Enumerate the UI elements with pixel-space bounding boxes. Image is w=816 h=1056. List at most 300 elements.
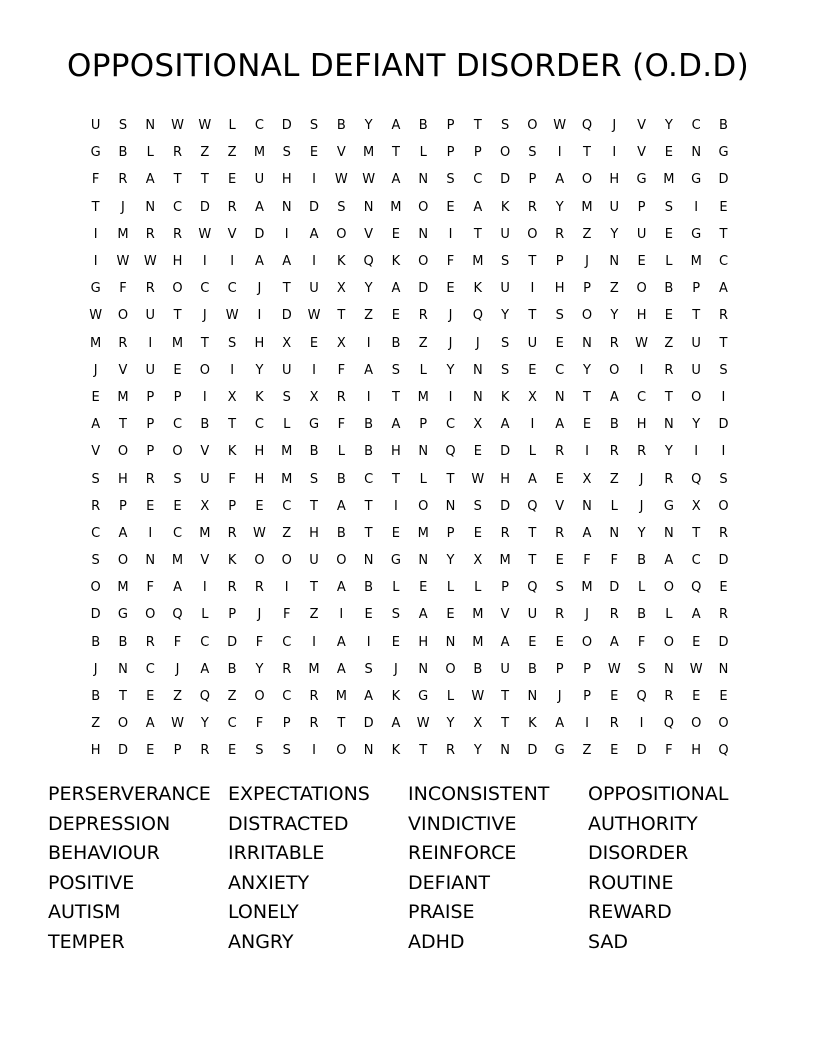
grid-letter[interactable]: F (228, 471, 236, 487)
grid-letter[interactable]: R (200, 743, 210, 759)
grid-letter[interactable]: E (555, 335, 564, 351)
grid-letter[interactable]: E (555, 634, 564, 650)
grid-letter[interactable]: R (555, 444, 565, 460)
grid-letter[interactable]: D (227, 634, 238, 650)
grid-letter[interactable]: R (609, 444, 619, 460)
grid-letter[interactable]: V (500, 607, 510, 623)
grid-letter[interactable]: R (609, 335, 619, 351)
grid-letter[interactable]: B (364, 444, 374, 460)
grid-letter[interactable]: U (527, 607, 538, 623)
grid-letter[interactable]: N (418, 172, 429, 188)
grid-letter[interactable]: C (364, 471, 374, 487)
grid-letter[interactable]: A (118, 525, 128, 541)
grid-letter[interactable]: P (446, 145, 455, 161)
grid-letter[interactable]: H (90, 743, 101, 759)
grid-letter[interactable]: G (308, 417, 320, 433)
grid-letter[interactable]: T (118, 689, 127, 705)
grid-letter[interactable]: W (307, 308, 321, 324)
grid-letter[interactable]: U (527, 335, 538, 351)
grid-letter[interactable]: R (254, 580, 264, 596)
grid-letter[interactable]: N (527, 689, 538, 705)
grid-letter[interactable]: Y (364, 118, 373, 134)
grid-letter[interactable]: Q (527, 498, 538, 514)
grid-letter[interactable]: W (471, 471, 485, 487)
grid-letter[interactable]: N (363, 743, 374, 759)
grid-letter[interactable]: D (500, 172, 511, 188)
grid-letter[interactable]: D (281, 118, 292, 134)
grid-letter[interactable]: R (718, 607, 728, 623)
grid-letter[interactable]: I (230, 254, 235, 270)
grid-letter[interactable]: O (145, 607, 156, 623)
grid-letter[interactable]: J (175, 661, 180, 677)
grid-letter[interactable]: H (281, 172, 292, 188)
grid-letter[interactable]: L (228, 118, 236, 134)
grid-letter[interactable]: X (473, 417, 483, 433)
grid-letter[interactable]: T (282, 281, 291, 297)
grid-letter[interactable]: T (501, 689, 510, 705)
grid-letter[interactable]: G (554, 743, 565, 759)
grid-letter[interactable]: S (719, 471, 728, 487)
grid-letter[interactable]: Q (172, 607, 183, 623)
grid-letter[interactable]: U (691, 362, 701, 378)
grid-letter[interactable]: L (337, 444, 345, 460)
grid-letter[interactable]: N (664, 661, 674, 677)
grid-letter[interactable]: R (664, 362, 674, 378)
grid-letter[interactable]: Q (363, 254, 374, 270)
grid-letter[interactable]: T (337, 308, 346, 324)
grid-letter[interactable]: N (281, 199, 292, 215)
grid-letter[interactable]: R (527, 199, 537, 215)
grid-letter[interactable]: P (555, 661, 564, 677)
grid-letter[interactable]: M (281, 471, 293, 487)
grid-letter[interactable]: U (145, 308, 155, 324)
grid-letter[interactable]: A (336, 661, 346, 677)
grid-letter[interactable]: N (500, 743, 510, 759)
grid-letter[interactable]: M (690, 254, 702, 270)
grid-letter[interactable]: T (91, 199, 100, 215)
grid-letter[interactable]: P (146, 389, 155, 405)
grid-letter[interactable]: G (691, 172, 702, 188)
grid-letter[interactable]: P (501, 580, 510, 596)
grid-letter[interactable]: B (473, 661, 483, 677)
grid-letter[interactable]: R (555, 525, 565, 541)
grid-letter[interactable]: M (253, 145, 266, 161)
grid-letter[interactable]: S (500, 118, 510, 134)
grid-letter[interactable]: Y (255, 661, 264, 677)
grid-letter[interactable]: S (528, 145, 537, 161)
grid-letter[interactable]: S (391, 607, 401, 623)
grid-letter[interactable]: Q (691, 580, 702, 596)
grid-letter[interactable]: P (146, 417, 155, 433)
grid-letter[interactable]: E (255, 498, 264, 514)
grid-letter[interactable]: E (446, 199, 455, 215)
grid-letter[interactable]: M (281, 444, 293, 460)
grid-letter[interactable]: G (718, 145, 729, 161)
grid-letter[interactable]: F (91, 172, 100, 188)
grid-letter[interactable]: L (419, 471, 427, 487)
grid-letter[interactable]: N (363, 553, 374, 569)
grid-letter[interactable]: A (391, 281, 401, 297)
grid-letter[interactable]: F (583, 553, 591, 569)
grid-letter[interactable]: J (612, 118, 617, 134)
grid-letter[interactable]: J (475, 335, 480, 351)
grid-letter[interactable]: A (145, 172, 155, 188)
grid-letter[interactable]: U (609, 199, 620, 215)
grid-letter[interactable]: J (585, 254, 589, 270)
grid-letter[interactable]: O (418, 498, 429, 514)
grid-letter[interactable]: Y (583, 362, 591, 378)
grid-letter[interactable]: L (446, 580, 455, 596)
grid-letter[interactable]: M (472, 607, 484, 623)
grid-letter[interactable]: L (637, 580, 646, 596)
grid-letter[interactable]: W (689, 661, 703, 677)
grid-letter[interactable]: W (198, 226, 212, 242)
grid-letter[interactable]: O (663, 634, 674, 650)
grid-letter[interactable]: A (719, 281, 728, 297)
grid-letter[interactable]: Z (609, 471, 619, 487)
grid-letter[interactable]: I (312, 172, 316, 188)
grid-letter[interactable]: X (473, 553, 483, 569)
grid-letter[interactable]: A (527, 471, 537, 487)
grid-letter[interactable]: O (499, 145, 511, 161)
grid-letter[interactable]: S (282, 389, 291, 405)
grid-letter[interactable]: N (418, 444, 429, 460)
grid-letter[interactable]: N (582, 498, 592, 514)
grid-letter[interactable]: T (364, 525, 373, 541)
grid-letter[interactable]: F (637, 634, 646, 650)
grid-letter[interactable]: C (173, 199, 183, 215)
grid-letter[interactable]: C (254, 118, 264, 134)
grid-letter[interactable]: V (364, 226, 374, 242)
grid-letter[interactable]: I (230, 362, 235, 378)
grid-letter[interactable]: L (665, 607, 673, 623)
grid-letter[interactable]: L (610, 498, 618, 514)
grid-letter[interactable]: Y (255, 362, 264, 378)
grid-letter[interactable]: T (528, 254, 537, 270)
grid-letter[interactable]: J (448, 335, 453, 351)
grid-letter[interactable]: R (118, 172, 128, 188)
grid-letter[interactable]: S (282, 145, 291, 161)
grid-letter[interactable]: O (445, 661, 456, 677)
grid-letter[interactable]: B (200, 417, 210, 433)
grid-letter[interactable]: D (117, 743, 128, 759)
grid-letter[interactable]: A (254, 199, 264, 215)
grid-letter[interactable]: A (91, 417, 101, 433)
grid-letter[interactable]: A (582, 525, 592, 541)
grid-letter[interactable]: I (312, 634, 316, 650)
grid-letter[interactable]: E (364, 607, 373, 623)
grid-letter[interactable]: G (90, 281, 101, 297)
grid-letter[interactable]: C (473, 172, 483, 188)
grid-letter[interactable]: E (692, 634, 701, 650)
grid-letter[interactable]: S (664, 199, 674, 215)
grid-letter[interactable]: B (336, 471, 346, 487)
grid-letter[interactable]: B (227, 661, 237, 677)
grid-letter[interactable]: T (583, 389, 591, 405)
grid-letter[interactable]: E (228, 172, 237, 188)
grid-letter[interactable]: B (91, 634, 101, 650)
grid-letter[interactable]: Z (418, 335, 428, 351)
grid-letter[interactable]: S (555, 308, 564, 324)
grid-letter[interactable]: M (117, 226, 129, 242)
grid-letter[interactable]: T (391, 471, 400, 487)
grid-letter[interactable]: M (499, 553, 511, 569)
grid-letter[interactable]: S (173, 471, 182, 487)
grid-letter[interactable]: E (391, 226, 401, 242)
grid-letter[interactable]: I (148, 525, 153, 541)
grid-letter[interactable]: B (719, 118, 728, 134)
grid-letter[interactable]: T (228, 417, 237, 433)
grid-letter[interactable]: Y (555, 199, 564, 215)
grid-letter[interactable]: L (146, 145, 154, 161)
grid-letter[interactable]: Q (527, 580, 538, 596)
grid-letter[interactable]: E (391, 525, 401, 541)
grid-letter[interactable]: O (418, 199, 429, 215)
grid-letter[interactable]: N (554, 389, 565, 405)
grid-letter[interactable]: K (337, 254, 346, 270)
grid-letter[interactable]: M (390, 199, 402, 215)
grid-letter[interactable]: E (446, 281, 455, 297)
grid-letter[interactable]: F (665, 743, 673, 759)
grid-letter[interactable]: H (500, 471, 510, 487)
grid-letter[interactable]: U (281, 362, 292, 378)
grid-letter[interactable]: T (310, 498, 318, 514)
grid-letter[interactable]: L (528, 444, 537, 460)
grid-letter[interactable]: E (419, 580, 428, 596)
grid-letter[interactable]: P (173, 389, 182, 405)
grid-letter[interactable]: E (582, 417, 592, 433)
grid-letter[interactable]: M (363, 145, 375, 161)
grid-letter[interactable]: E (692, 689, 701, 705)
grid-letter[interactable]: S (309, 471, 319, 487)
grid-letter[interactable]: U (500, 281, 510, 297)
grid-letter[interactable]: Z (582, 226, 592, 242)
grid-letter[interactable]: B (118, 634, 128, 650)
grid-letter[interactable]: I (585, 444, 589, 460)
grid-letter[interactable]: J (585, 607, 589, 623)
grid-letter[interactable]: Y (637, 525, 646, 541)
grid-letter[interactable]: V (637, 145, 647, 161)
grid-letter[interactable]: E (637, 254, 646, 270)
grid-letter[interactable]: I (148, 335, 153, 351)
grid-letter[interactable]: Y (610, 308, 619, 324)
grid-letter[interactable]: M (581, 199, 593, 215)
grid-letter[interactable]: U (636, 226, 647, 242)
grid-letter[interactable]: T (664, 389, 673, 405)
grid-letter[interactable]: O (281, 553, 292, 569)
grid-letter[interactable]: S (364, 661, 373, 677)
grid-letter[interactable]: J (93, 362, 98, 378)
grid-letter[interactable]: D (718, 172, 729, 188)
grid-letter[interactable]: D (309, 199, 320, 215)
grid-letter[interactable]: X (473, 716, 483, 732)
grid-letter[interactable]: B (336, 525, 346, 541)
grid-letter[interactable]: H (554, 281, 565, 297)
grid-letter[interactable]: X (309, 389, 319, 405)
grid-letter[interactable]: H (609, 172, 620, 188)
grid-letter[interactable]: Y (473, 743, 482, 759)
grid-letter[interactable]: R (718, 308, 728, 324)
grid-letter[interactable]: R (309, 689, 319, 705)
grid-letter[interactable]: O (581, 634, 593, 650)
grid-letter[interactable]: D (281, 308, 292, 324)
grid-letter[interactable]: R (336, 389, 346, 405)
grid-letter[interactable]: Y (446, 716, 455, 732)
grid-letter[interactable]: X (227, 389, 237, 405)
grid-letter[interactable]: K (391, 743, 401, 759)
grid-letter[interactable]: X (282, 335, 292, 351)
grid-letter[interactable]: G (691, 226, 702, 242)
grid-letter[interactable]: J (257, 281, 262, 297)
grid-letter[interactable]: Z (227, 145, 237, 161)
grid-letter[interactable]: Z (364, 308, 374, 324)
grid-letter[interactable]: T (310, 580, 318, 596)
grid-letter[interactable]: M (335, 689, 347, 705)
grid-letter[interactable]: F (610, 553, 619, 569)
grid-letter[interactable]: R (309, 716, 319, 732)
grid-letter[interactable]: H (254, 335, 265, 351)
grid-letter[interactable]: O (609, 362, 620, 378)
grid-letter[interactable]: U (309, 553, 319, 569)
grid-letter[interactable]: H (691, 743, 702, 759)
grid-letter[interactable]: Q (581, 118, 593, 134)
grid-letter[interactable]: L (392, 580, 400, 596)
grid-letter[interactable]: H (391, 444, 401, 460)
grid-letter[interactable]: E (146, 743, 155, 759)
grid-letter[interactable]: O (254, 689, 265, 705)
grid-letter[interactable]: W (416, 716, 430, 732)
grid-letter[interactable]: D (363, 716, 374, 732)
grid-letter[interactable]: F (337, 362, 346, 378)
grid-letter[interactable]: W (89, 308, 103, 324)
grid-letter[interactable]: A (691, 607, 701, 623)
grid-letter[interactable]: G (663, 498, 674, 514)
grid-letter[interactable]: X (527, 389, 537, 405)
grid-letter[interactable]: O (90, 580, 101, 596)
grid-letter[interactable]: J (639, 471, 644, 487)
grid-letter[interactable]: E (610, 689, 619, 705)
grid-letter[interactable]: S (309, 118, 319, 134)
grid-letter[interactable]: B (91, 689, 101, 705)
grid-letter[interactable]: M (417, 389, 429, 405)
grid-letter[interactable]: X (336, 281, 346, 297)
grid-letter[interactable]: I (202, 580, 207, 596)
grid-letter[interactable]: O (581, 308, 593, 324)
grid-letter[interactable]: A (391, 118, 401, 134)
grid-letter[interactable]: F (282, 607, 291, 623)
grid-letter[interactable]: Z (664, 335, 674, 351)
grid-letter[interactable]: K (473, 281, 483, 297)
grid-letter[interactable]: N (418, 226, 429, 242)
grid-letter[interactable]: R (173, 226, 183, 242)
grid-letter[interactable]: H (636, 308, 647, 324)
grid-letter[interactable]: C (227, 281, 237, 297)
grid-letter[interactable]: O (718, 498, 729, 514)
grid-letter[interactable]: T (528, 553, 537, 569)
grid-letter[interactable]: Z (91, 716, 101, 732)
grid-letter[interactable]: O (172, 281, 183, 297)
grid-letter[interactable]: H (418, 634, 429, 650)
grid-letter[interactable]: F (119, 281, 127, 297)
grid-letter[interactable]: V (555, 498, 565, 514)
grid-letter[interactable]: P (119, 498, 127, 514)
grid-letter[interactable]: J (557, 689, 562, 705)
grid-letter[interactable]: O (117, 716, 129, 732)
grid-letter[interactable]: O (336, 226, 347, 242)
grid-letter[interactable]: P (583, 281, 591, 297)
grid-letter[interactable]: N (418, 661, 429, 677)
grid-letter[interactable]: B (364, 580, 374, 596)
grid-letter[interactable]: D (718, 634, 729, 650)
grid-letter[interactable]: T (501, 716, 510, 732)
grid-letter[interactable]: B (118, 145, 128, 161)
grid-letter[interactable]: U (500, 661, 510, 677)
grid-letter[interactable]: Y (501, 308, 510, 324)
grid-letter[interactable]: G (117, 607, 128, 623)
grid-letter[interactable]: G (418, 689, 429, 705)
grid-letter[interactable]: P (228, 607, 237, 623)
grid-letter[interactable]: K (528, 716, 537, 732)
grid-letter[interactable]: L (446, 689, 455, 705)
grid-letter[interactable]: B (309, 444, 319, 460)
grid-letter[interactable]: R (145, 471, 155, 487)
grid-letter[interactable]: R (609, 716, 619, 732)
grid-letter[interactable]: K (227, 553, 237, 569)
grid-letter[interactable]: E (173, 362, 182, 378)
grid-letter[interactable]: R (500, 525, 510, 541)
grid-letter[interactable]: E (610, 743, 619, 759)
grid-letter[interactable]: S (228, 335, 237, 351)
grid-letter[interactable]: A (609, 634, 619, 650)
grid-letter[interactable]: E (528, 634, 537, 650)
grid-letter[interactable]: Q (472, 308, 483, 324)
grid-letter[interactable]: K (500, 389, 510, 405)
grid-letter[interactable]: G (90, 145, 101, 161)
grid-letter[interactable]: O (117, 444, 129, 460)
grid-letter[interactable]: N (145, 199, 156, 215)
grid-letter[interactable]: Q (636, 689, 647, 705)
grid-letter[interactable]: I (93, 226, 98, 242)
grid-letter[interactable]: L (419, 362, 427, 378)
grid-letter[interactable]: Y (200, 716, 209, 732)
grid-letter[interactable]: Y (664, 118, 673, 134)
grid-letter[interactable]: R (664, 689, 674, 705)
grid-letter[interactable]: F (255, 716, 264, 732)
grid-letter[interactable]: I (284, 580, 289, 596)
grid-letter[interactable]: C (173, 525, 183, 541)
grid-letter[interactable]: D (418, 281, 429, 297)
grid-letter[interactable]: Z (609, 281, 619, 297)
grid-letter[interactable]: H (118, 471, 128, 487)
grid-letter[interactable]: I (612, 145, 617, 161)
grid-letter[interactable]: N (145, 118, 156, 134)
grid-letter[interactable]: A (609, 389, 619, 405)
grid-letter[interactable]: Q (445, 444, 456, 460)
grid-letter[interactable]: W (607, 661, 621, 677)
grid-letter[interactable]: P (692, 281, 701, 297)
grid-letter[interactable]: I (721, 389, 726, 405)
grid-letter[interactable]: J (257, 607, 262, 623)
grid-letter[interactable]: G (636, 172, 647, 188)
grid-letter[interactable]: M (472, 254, 484, 270)
grid-letter[interactable]: S (118, 118, 128, 134)
grid-letter[interactable]: C (91, 525, 101, 541)
grid-letter[interactable]: A (336, 498, 346, 514)
grid-letter[interactable]: B (637, 607, 647, 623)
grid-letter[interactable]: J (639, 498, 644, 514)
grid-letter[interactable]: M (117, 580, 129, 596)
grid-letter[interactable]: N (118, 661, 128, 677)
